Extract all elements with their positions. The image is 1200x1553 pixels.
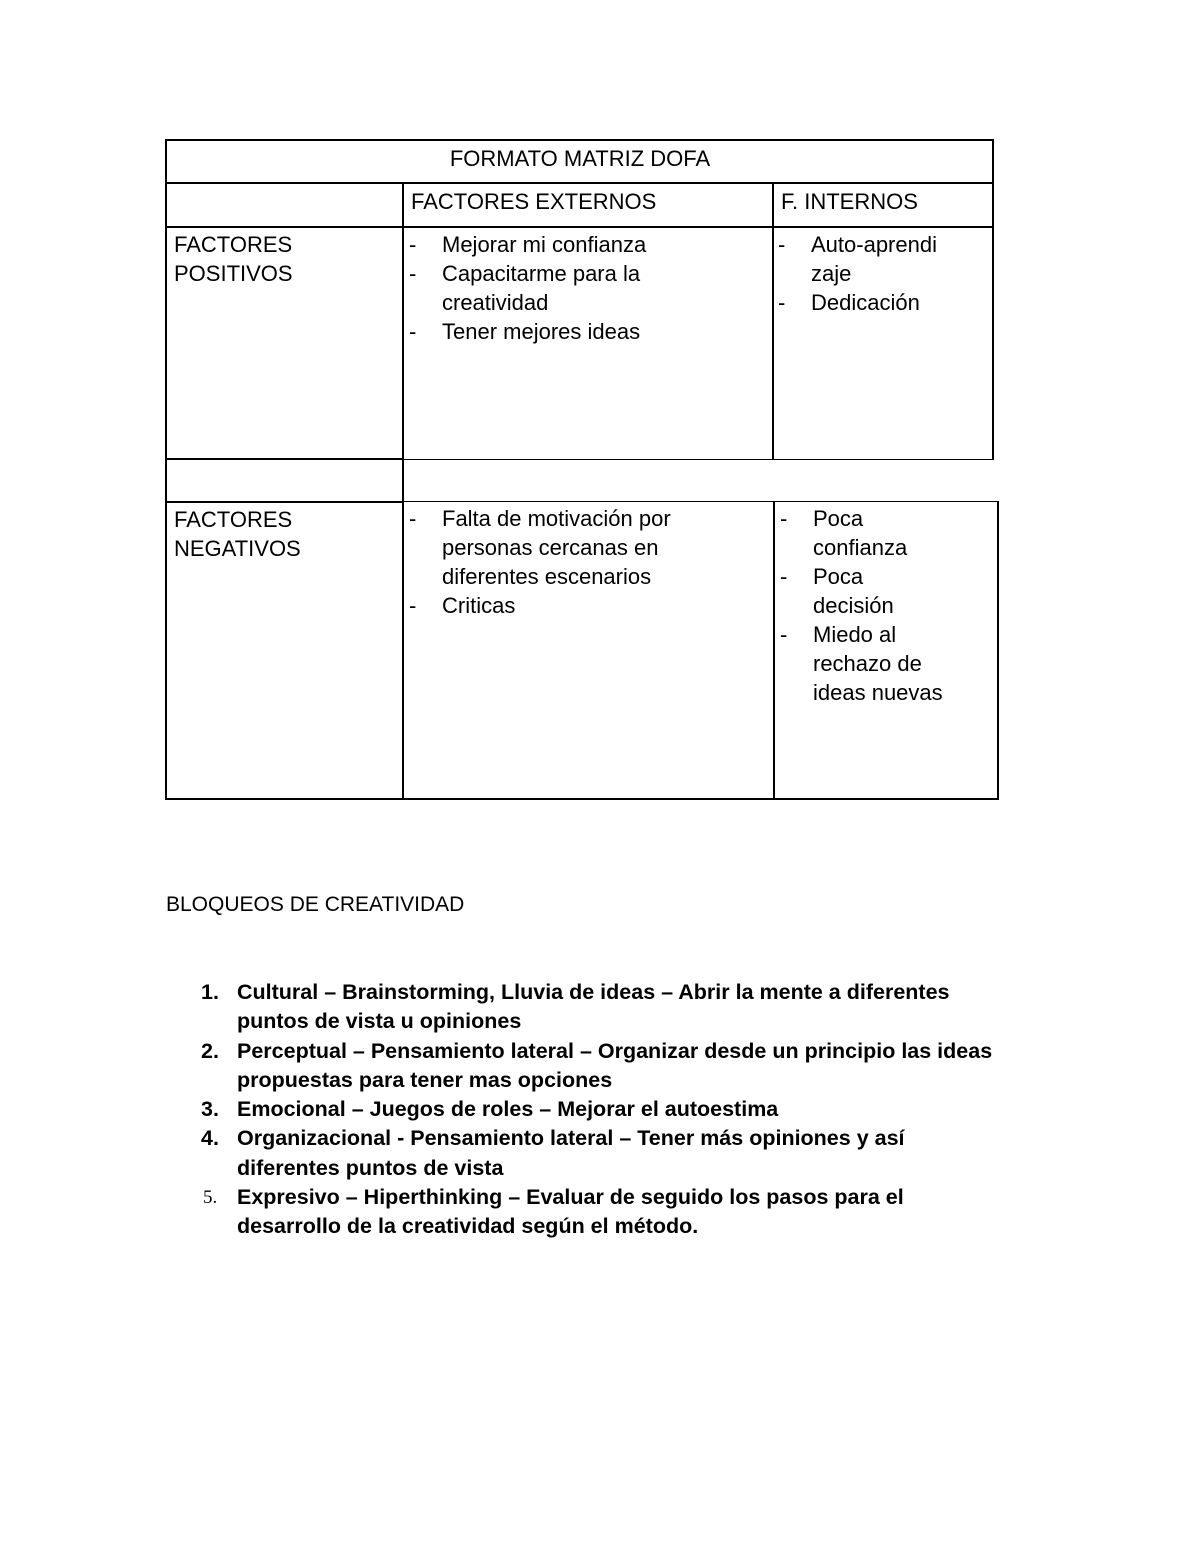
- item-text: Cultural – Brainstorming, Lluvia de ideas – Abrir la mente a diferentes puntos de vista u opiniones: [237, 980, 950, 1034]
- item-text: Expresivo – Hiperthinking – Evaluar de seguido los pasos para el desarrollo de la creatividad según el método.: [237, 1185, 904, 1239]
- list-item: [201, 1037, 1007, 1096]
- matrix-title: FORMATO MATRIZ DOFA: [165, 139, 994, 184]
- item-number: 5.: [203, 1187, 218, 1209]
- positive-external-list: [442, 230, 766, 346]
- item-number: 2.: [201, 1038, 219, 1063]
- positive-factors-label: [165, 226, 404, 460]
- negative-internal-cell: [773, 501, 999, 800]
- negative-external-cell: [402, 501, 775, 800]
- item-number: 3.: [201, 1097, 219, 1122]
- header-blank-cell: [165, 182, 404, 228]
- positive-internal-cell: [772, 226, 994, 460]
- list-item: - Dedicación: [811, 288, 988, 317]
- negative-label-line2: NEGATIVOS: [174, 536, 301, 561]
- list-item: - Poca confianza: [813, 504, 933, 562]
- spacer-row-divider: [402, 458, 404, 503]
- spacer-row-cell: [165, 458, 404, 503]
- item-text: Organizacional - Pensamiento lateral – Tener más opiniones y así diferentes puntos de vista: [237, 1126, 905, 1180]
- list-item: [201, 1095, 1037, 1124]
- item-number: 1.: [201, 980, 219, 1004]
- header-internal-factors: F. INTERNOS: [772, 182, 994, 228]
- positive-external-cell: [402, 226, 774, 460]
- negative-factors-label: [165, 501, 404, 800]
- list-item: - Capacitarme para la creatividad: [442, 259, 672, 317]
- section-title: BLOQUEOS DE CREATIVIDAD: [166, 893, 465, 916]
- list-item: - Miedo al rechazo de ideas nuevas: [813, 620, 963, 707]
- negative-label-line1: FACTORES: [174, 507, 293, 532]
- item-text: Emocional – Juegos de roles – Mejorar el autoestima: [237, 1097, 779, 1122]
- item-number: 4.: [201, 1126, 219, 1151]
- negative-internal-list: [813, 504, 995, 707]
- header-external-factors: FACTORES EXTERNOS: [402, 182, 774, 228]
- list-item: [201, 978, 1027, 1037]
- list-item: [201, 1124, 997, 1183]
- item-text: Perceptual – Pensamiento lateral – Organizar desde un principio las ideas propuestas para tener mas opciones: [237, 1038, 993, 1092]
- negative-external-list: [442, 504, 767, 620]
- list-item: [203, 1183, 977, 1242]
- list-item: - Criticas: [442, 591, 767, 620]
- list-item: - Falta de motivación por personas cercanas en diferentes escenarios: [442, 504, 702, 591]
- positive-internal-list: [811, 230, 988, 317]
- positive-label-line1: FACTORES: [174, 232, 293, 257]
- list-item: - Mejorar mi confianza: [442, 230, 766, 259]
- list-item: - Auto-aprendizaje: [811, 230, 939, 288]
- list-item: - Poca decisión: [813, 562, 933, 620]
- positive-label-line2: POSITIVOS: [174, 261, 293, 286]
- creativity-blocks-list: [201, 978, 1037, 1242]
- list-item: - Tener mejores ideas: [442, 317, 766, 346]
